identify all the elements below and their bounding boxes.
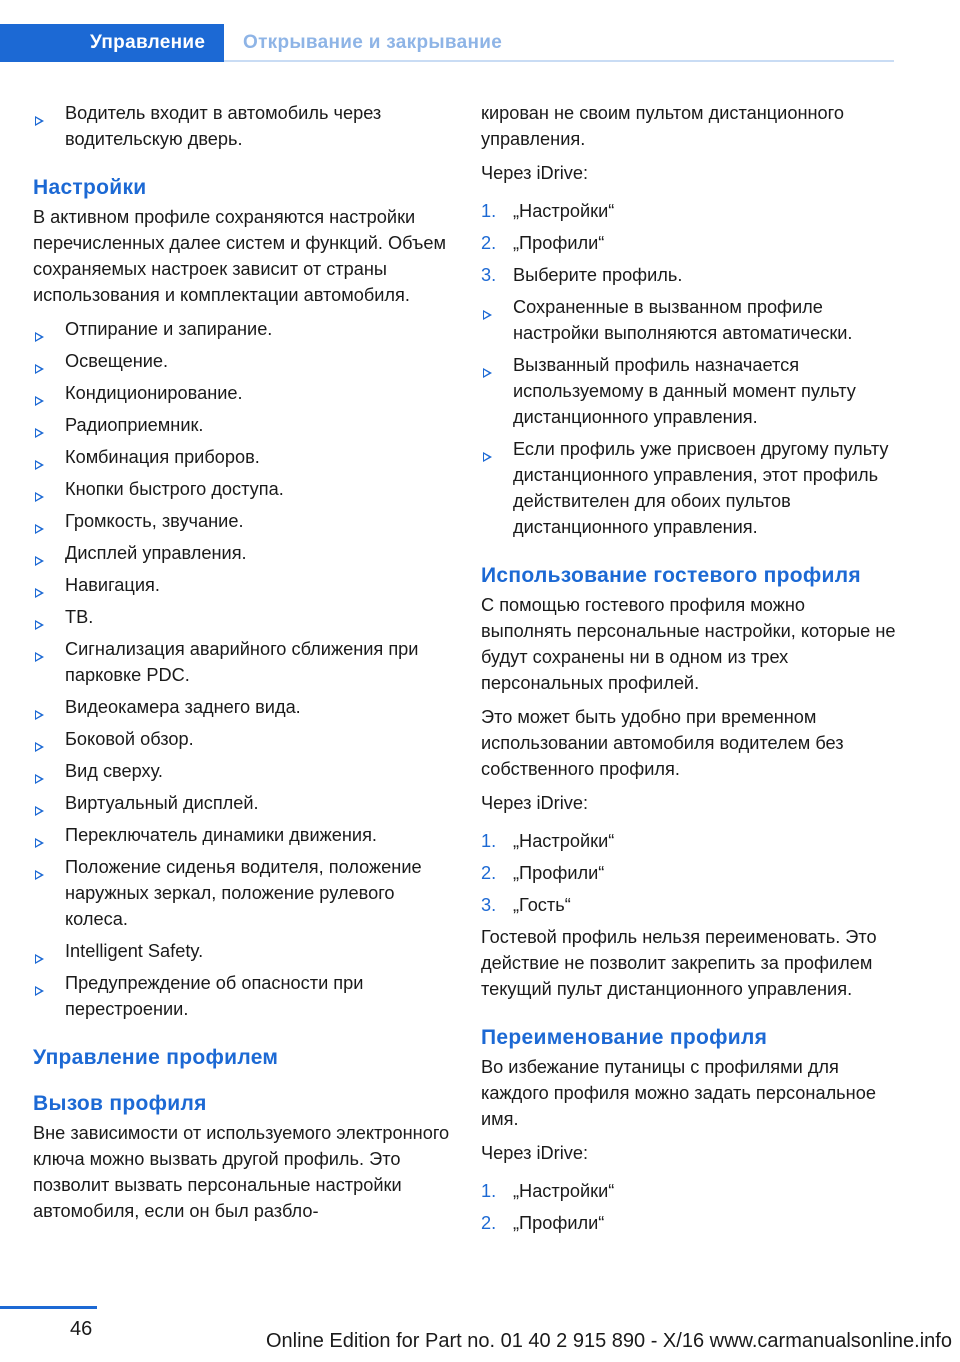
list-item-text: Видеокамера заднего вида. xyxy=(65,697,301,717)
footer-rule xyxy=(0,1306,97,1309)
triangle-bullet-icon xyxy=(33,444,55,470)
list-item xyxy=(33,100,451,152)
triangle-bullet-icon xyxy=(33,694,55,720)
steps-list xyxy=(481,198,899,288)
list-item xyxy=(33,540,451,566)
guest-paragraph-1: С помощью гостевого профиля можно выполнять персональные настройки, которые не будут сохранены ни в одном из трех персональных профилей. xyxy=(481,595,896,693)
list-item-text: Переключатель динамики движения. xyxy=(65,825,377,845)
rename-paragraph: Во избежание путаницы с профилями для каждого профиля можно задать персональное имя. xyxy=(481,1057,876,1129)
list-item xyxy=(33,726,451,752)
triangle-bullet-icon xyxy=(33,348,55,374)
right-column xyxy=(481,100,899,1242)
section-tab-inactive-label: Открывание и закрывание xyxy=(243,32,503,53)
step-text: „Профили“ xyxy=(513,233,605,253)
triangle-bullet-icon xyxy=(481,436,503,462)
watermark: Online Edition for Part no. 01 40 2 915 890 - X/16 www.carmanualsonline.info xyxy=(266,1330,952,1352)
header-rule xyxy=(224,60,894,62)
list-item-text: Intelligent Safety. xyxy=(65,941,204,961)
settings-paragraph: В активном профиле сохраняются настройки перечисленных далее систем и функций. Объем сохраняемых настроек зависит от страны использования и комплектации автомобиля. xyxy=(33,207,446,305)
list-item xyxy=(33,572,451,598)
step-number: 1. xyxy=(481,831,497,851)
page-header xyxy=(0,24,894,62)
list-item xyxy=(33,444,451,470)
step-number: 1. xyxy=(481,1181,497,1201)
list-item xyxy=(33,938,451,964)
step-item xyxy=(481,828,899,854)
settings-list xyxy=(33,316,451,1022)
triangle-bullet-icon xyxy=(33,970,55,996)
list-item-text: Отпирание и запирание. xyxy=(65,319,273,339)
triangle-bullet-icon xyxy=(33,316,55,342)
via-idrive-label: Через iDrive: xyxy=(481,163,588,183)
step-text: „Настройки“ xyxy=(513,201,615,221)
step-item xyxy=(481,1178,899,1204)
step-number: 1. xyxy=(481,201,497,221)
step-text: „Настройки“ xyxy=(513,831,615,851)
list-item xyxy=(33,476,451,502)
step-number: 2. xyxy=(481,863,497,883)
triangle-bullet-icon xyxy=(481,352,503,378)
list-item-text: Кнопки быстрого доступа. xyxy=(65,479,284,499)
guest-heading: Использование гостевого профиля xyxy=(481,564,861,587)
triangle-bullet-icon xyxy=(33,508,55,534)
list-item-text: Громкость, звучание. xyxy=(65,511,244,531)
list-item-text: Вызванный профиль назначается используемому в данный момент пульту дистанционного управления. xyxy=(513,355,856,427)
manage-heading: Управление профилем xyxy=(33,1046,279,1069)
step-item xyxy=(481,860,899,886)
step-number: 2. xyxy=(481,1213,497,1233)
step-item xyxy=(481,230,899,256)
list-item-text: Виртуальный дисплей. xyxy=(65,793,259,813)
list-item xyxy=(33,380,451,406)
step-text: Выберите профиль. xyxy=(513,265,683,285)
step-number: 2. xyxy=(481,233,497,253)
triangle-bullet-icon xyxy=(33,100,55,126)
step-item xyxy=(481,892,899,918)
result-list xyxy=(481,294,899,540)
call-heading: Вызов профиля xyxy=(33,1092,207,1115)
list-item xyxy=(33,822,451,848)
list-item xyxy=(33,348,451,374)
list-item xyxy=(33,604,451,630)
triangle-bullet-icon xyxy=(33,726,55,752)
triangle-bullet-icon xyxy=(33,790,55,816)
triangle-bullet-icon xyxy=(33,854,55,880)
continued-paragraph: кирован не своим пультом дистанционного управления. xyxy=(481,103,845,149)
list-item-text: Вид сверху. xyxy=(65,761,163,781)
step-item xyxy=(481,198,899,224)
list-item-text: Водитель входит в автомобиль через водительскую дверь. xyxy=(65,103,382,149)
list-item xyxy=(33,412,451,438)
list-item xyxy=(481,352,899,430)
section-tab-active-label: Управление xyxy=(90,32,206,53)
settings-heading: Настройки xyxy=(33,176,147,199)
triangle-bullet-icon xyxy=(33,412,55,438)
triangle-bullet-icon xyxy=(481,294,503,320)
triangle-bullet-icon xyxy=(33,572,55,598)
via-idrive-label: Через iDrive: xyxy=(481,1143,588,1163)
list-item-text: Навигация. xyxy=(65,575,160,595)
step-number: 3. xyxy=(481,895,497,915)
list-item-text: ТВ. xyxy=(65,607,94,627)
step-item xyxy=(481,262,899,288)
list-item xyxy=(33,790,451,816)
call-paragraph: Вне зависимости от используемого электронного ключа можно вызвать другой профиль. Это позволит вызвать персональные настройки автомобиля, если он был разбло- xyxy=(33,1123,450,1221)
list-item xyxy=(33,636,451,688)
list-item xyxy=(481,436,899,540)
list-item xyxy=(33,316,451,342)
step-text: „Профили“ xyxy=(513,1213,605,1233)
list-item xyxy=(481,294,899,346)
list-item-text: Кондиционирование. xyxy=(65,383,243,403)
triangle-bullet-icon xyxy=(33,476,55,502)
list-item-text: Если профиль уже присвоен другому пульту дистанционного управления, этот профиль действителен для обоих пультов дистанционного управления. xyxy=(513,439,889,537)
triangle-bullet-icon xyxy=(33,636,55,662)
triangle-bullet-icon xyxy=(33,604,55,630)
list-item-text: Комбинация приборов. xyxy=(65,447,260,467)
list-item xyxy=(33,508,451,534)
step-text: „Настройки“ xyxy=(513,1181,615,1201)
steps-list xyxy=(481,1178,899,1236)
list-item xyxy=(33,854,451,932)
list-item-text: Сохраненные в вызванном профиле настройки выполняются автоматически. xyxy=(513,297,853,343)
via-idrive-label: Через iDrive: xyxy=(481,793,588,813)
triangle-bullet-icon xyxy=(33,540,55,566)
list-item xyxy=(33,758,451,784)
rename-heading: Переименование профиля xyxy=(481,1026,768,1049)
triangle-bullet-icon xyxy=(33,380,55,406)
triangle-bullet-icon xyxy=(33,758,55,784)
list-item-text: Боковой обзор. xyxy=(65,729,194,749)
steps-list xyxy=(481,828,899,918)
list-item-text: Дисплей управления. xyxy=(65,543,247,563)
list-item-text: Положение сиденья водителя, положение наружных зеркал, положение рулевого колеса. xyxy=(65,857,422,929)
triangle-bullet-icon xyxy=(33,822,55,848)
step-number: 3. xyxy=(481,265,497,285)
list-item xyxy=(33,970,451,1022)
list-item-text: Сигнализация аварийного сближения при парковке PDC. xyxy=(65,639,419,685)
triangle-bullet-icon xyxy=(33,938,55,964)
step-text: „Гость“ xyxy=(513,895,571,915)
guest-paragraph-3: Гостевой профиль нельзя переименовать. Это действие не позволит закрепить за профилем текущий пульт дистанционного управления. xyxy=(481,927,877,999)
page-number: 46 xyxy=(70,1318,93,1340)
list-item-text: Освещение. xyxy=(65,351,169,371)
guest-paragraph-2: Это может быть удобно при временном использовании автомобиля водителем без собственного профиля. xyxy=(481,707,844,779)
list-item-text: Радиоприемник. xyxy=(65,415,204,435)
intro-list xyxy=(33,100,451,152)
list-item xyxy=(33,694,451,720)
step-text: „Профили“ xyxy=(513,863,605,883)
list-item-text: Предупреждение об опасности при перестроении. xyxy=(65,973,364,1019)
section-tab-active xyxy=(0,24,224,62)
left-column xyxy=(33,100,451,1232)
step-item xyxy=(481,1210,899,1236)
